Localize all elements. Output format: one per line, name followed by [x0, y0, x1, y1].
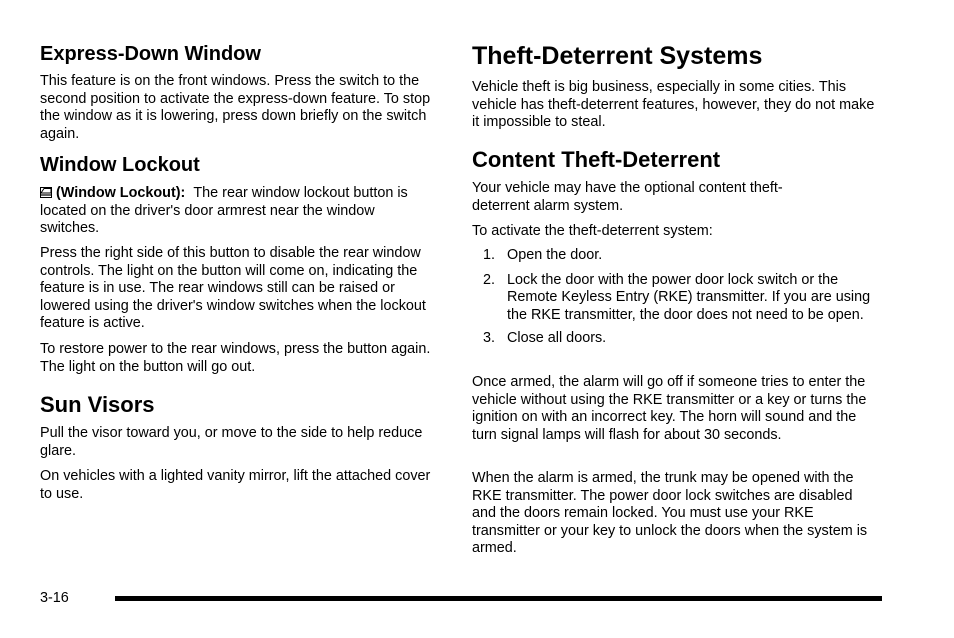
sun-visors-p1: Pull the visor toward you, or move to the side to help reduce glare. [40, 425, 423, 459]
sun-visors-heading: Sun Visors [40, 392, 155, 417]
footer-rule [115, 596, 882, 601]
window-lockout-p1-text: The rear window lockout button is located on the driver's door armrest near the window switches. [40, 185, 408, 237]
sun-visors-p2: On vehicles with a lighted vanity mirror, lift the attached cover to use. [40, 468, 431, 502]
step-number: 2. [483, 271, 496, 288]
window-lockout-p2: Press the right side of this button to disable the rear window controls. The light on the button will come on, indicating the feature is in use. The rear windows still can be raised or lowered using the driver's window switches when the lockout feature is active. [40, 245, 426, 332]
page-number: 3-16 [40, 590, 69, 606]
step-number: 3. [483, 330, 496, 347]
window-lockout-label: (Window Lockout): [56, 185, 186, 201]
list-item [472, 330, 877, 348]
step-text: Open the door. [507, 247, 603, 263]
content-theft-p4: When the alarm is armed, the trunk may be opened with the RKE transmitter. The power door lock switches are disabled and the doors remain locked. You must use your RKE transmitter or your key to unlock the doors when the system is armed. [472, 470, 868, 557]
activation-steps-list [472, 247, 877, 348]
express-down-heading: Express-Down Window [40, 43, 261, 65]
content-theft-p2: To activate the theft-deterrent system: [472, 223, 713, 239]
list-item [472, 247, 877, 265]
window-lockout-p1 [40, 185, 436, 238]
window-lockout-p3: To restore power to the rear windows, press the button again. The light on the button will go out. [40, 341, 431, 375]
list-item [472, 272, 877, 325]
content-theft-p3: Once armed, the alarm will go off if someone tries to enter the vehicle without using the RKE transmitter or a key or turns the ignition on with an incorrect key. The horn will sound and the turn signal lamps will flash for about 30 seconds. [472, 374, 867, 443]
step-text: Close all doors. [507, 330, 607, 347]
theft-deterrent-heading: Theft-Deterrent Systems [472, 42, 763, 70]
theft-deterrent-p1: Vehicle theft is big business, especially in some cities. This vehicle has theft-deterrent features, however, they do not make it impossible to steal. [472, 79, 875, 131]
express-down-body: This feature is on the front windows. Press the switch to the second position to activate the express-down feature. To stop the window as it is lowering, press down briefly on the switch again. [40, 73, 431, 142]
step-text: Lock the door with the power door lock switch or the Remote Keyless Entry (RKE) transmitter. If you are using the RKE transmitter, the door does not need to be open. [507, 271, 871, 323]
content-theft-p1: Your vehicle may have the optional content theft-deterrent alarm system. [472, 180, 783, 214]
window-lockout-heading: Window Lockout [40, 154, 200, 176]
content-theft-heading: Content Theft-Deterrent [472, 147, 721, 172]
step-number: 1. [483, 247, 496, 263]
window-lockout-icon [40, 186, 52, 197]
